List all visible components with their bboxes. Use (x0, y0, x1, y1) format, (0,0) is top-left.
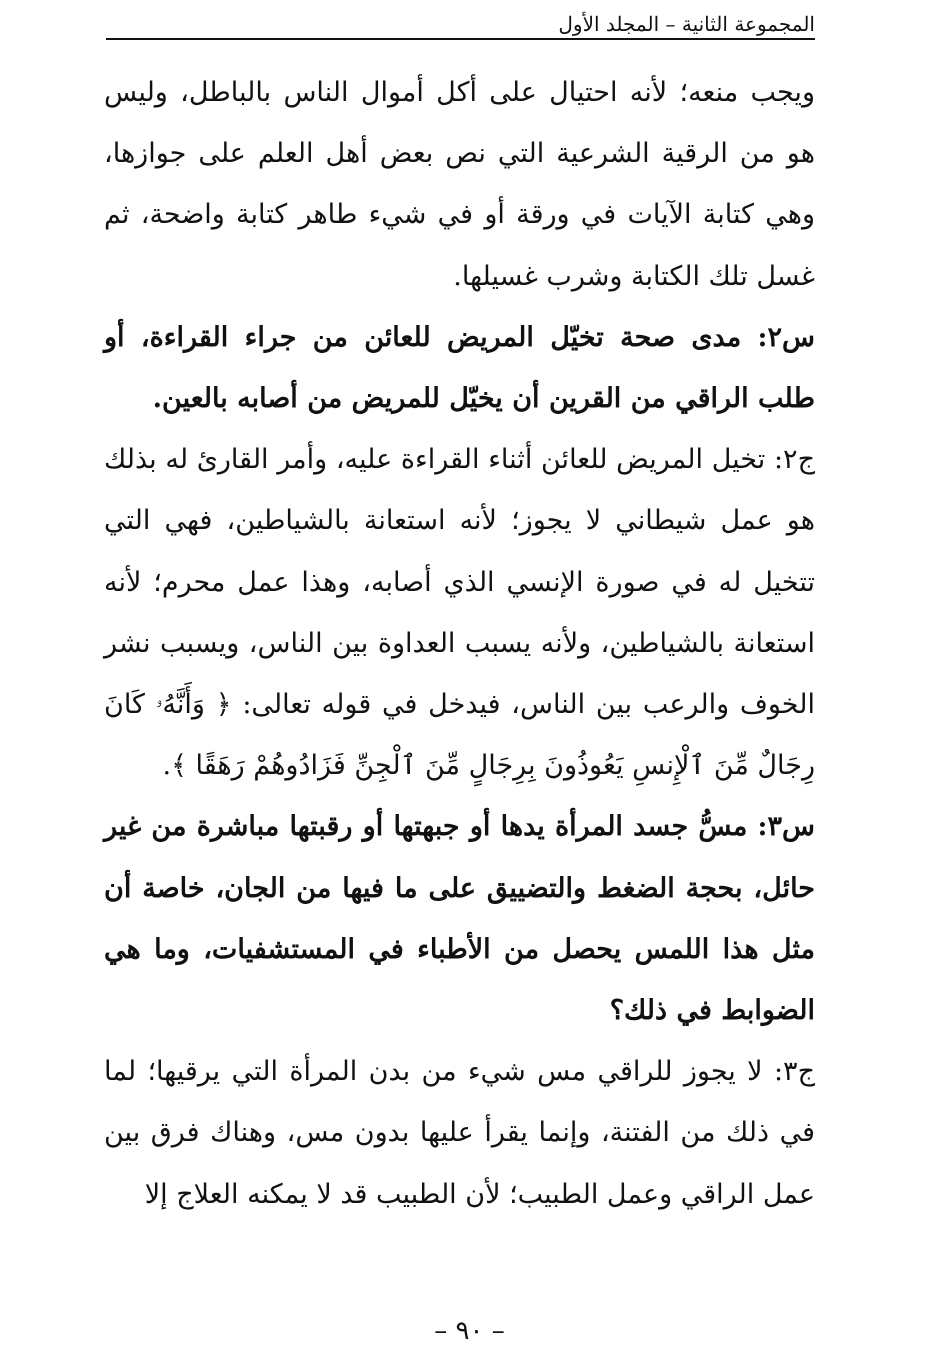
answer-2-text: ج٢: تخيل المريض للعائن أثناء القراءة عليه، وأمر القارئ له بذلك هو عمل شيطاني لا يجوز؛ لأنه استعانة بالشياطين، فهي التي تتخيل له في صورة الإنسي الذي أصابه، وهذا عمل محرم؛ لأنه استعانة بالشياطين، ولأنه يسبب العداوة بين الناس، ويسبب نشر الخوف والرعب بين الناس، فيدخل في قوله تعالى: (104, 444, 815, 721)
paragraph-continuation: ويجب منعه؛ لأنه احتيال على أكل أموال الناس بالباطل، وليس هو من الرقية الشرعية التي نص بعض أهل العلم على جوازها، وهي كتابة الآيات في ورقة أو في شيء طاهر كتابة واضحة، ثم غسل تلك الكتابة وشرب غسيلها. (104, 77, 815, 292)
page-number: – ٩٠ – (434, 1316, 505, 1346)
question-2: س٢: مدى صحة تخيّل المريض للعائن من جراء القراءة، أو طلب الراقي من القرين أن يخيّل للمريض من أصابه بالعين. (104, 321, 815, 415)
answer-2 (104, 429, 815, 796)
running-header: المجموعة الثانية – المجلد الأول (558, 12, 815, 36)
quran-verse: ﴿ وَأَنَّهُۥ كَانَ رِجَالٌ مِّنَ ٱلْإِنسِ يَعُوذُونَ بِرِجَالٍ مِّنَ ٱلْجِنِّ فَزَادُوهُمْ رَهَقًا ﴾. (104, 689, 815, 782)
question-3: س٣: مسُّ جسد المرأة يدها أو جبهتها أو رقبتها مباشرة من غير حائل، بحجة الضغط والتضييق على ما فيها من الجان، خاصة أن مثل هذا اللمس يحصل من الأطباء في المستشفيات، وما هي الضوابط في ذلك؟ (104, 811, 815, 1027)
body-text (104, 62, 815, 1225)
answer-3: ج٣: لا يجوز للراقي مس شيء من بدن المرأة التي يرقيها؛ لما في ذلك من الفتنة، وإنما يقرأ عليها بدون مس، وهناك فرق بين عمل الراقي وعمل الطبيب؛ لأن الطبيب قد لا يمكنه العلاج إلا (104, 1056, 815, 1210)
header-rule (106, 38, 815, 40)
